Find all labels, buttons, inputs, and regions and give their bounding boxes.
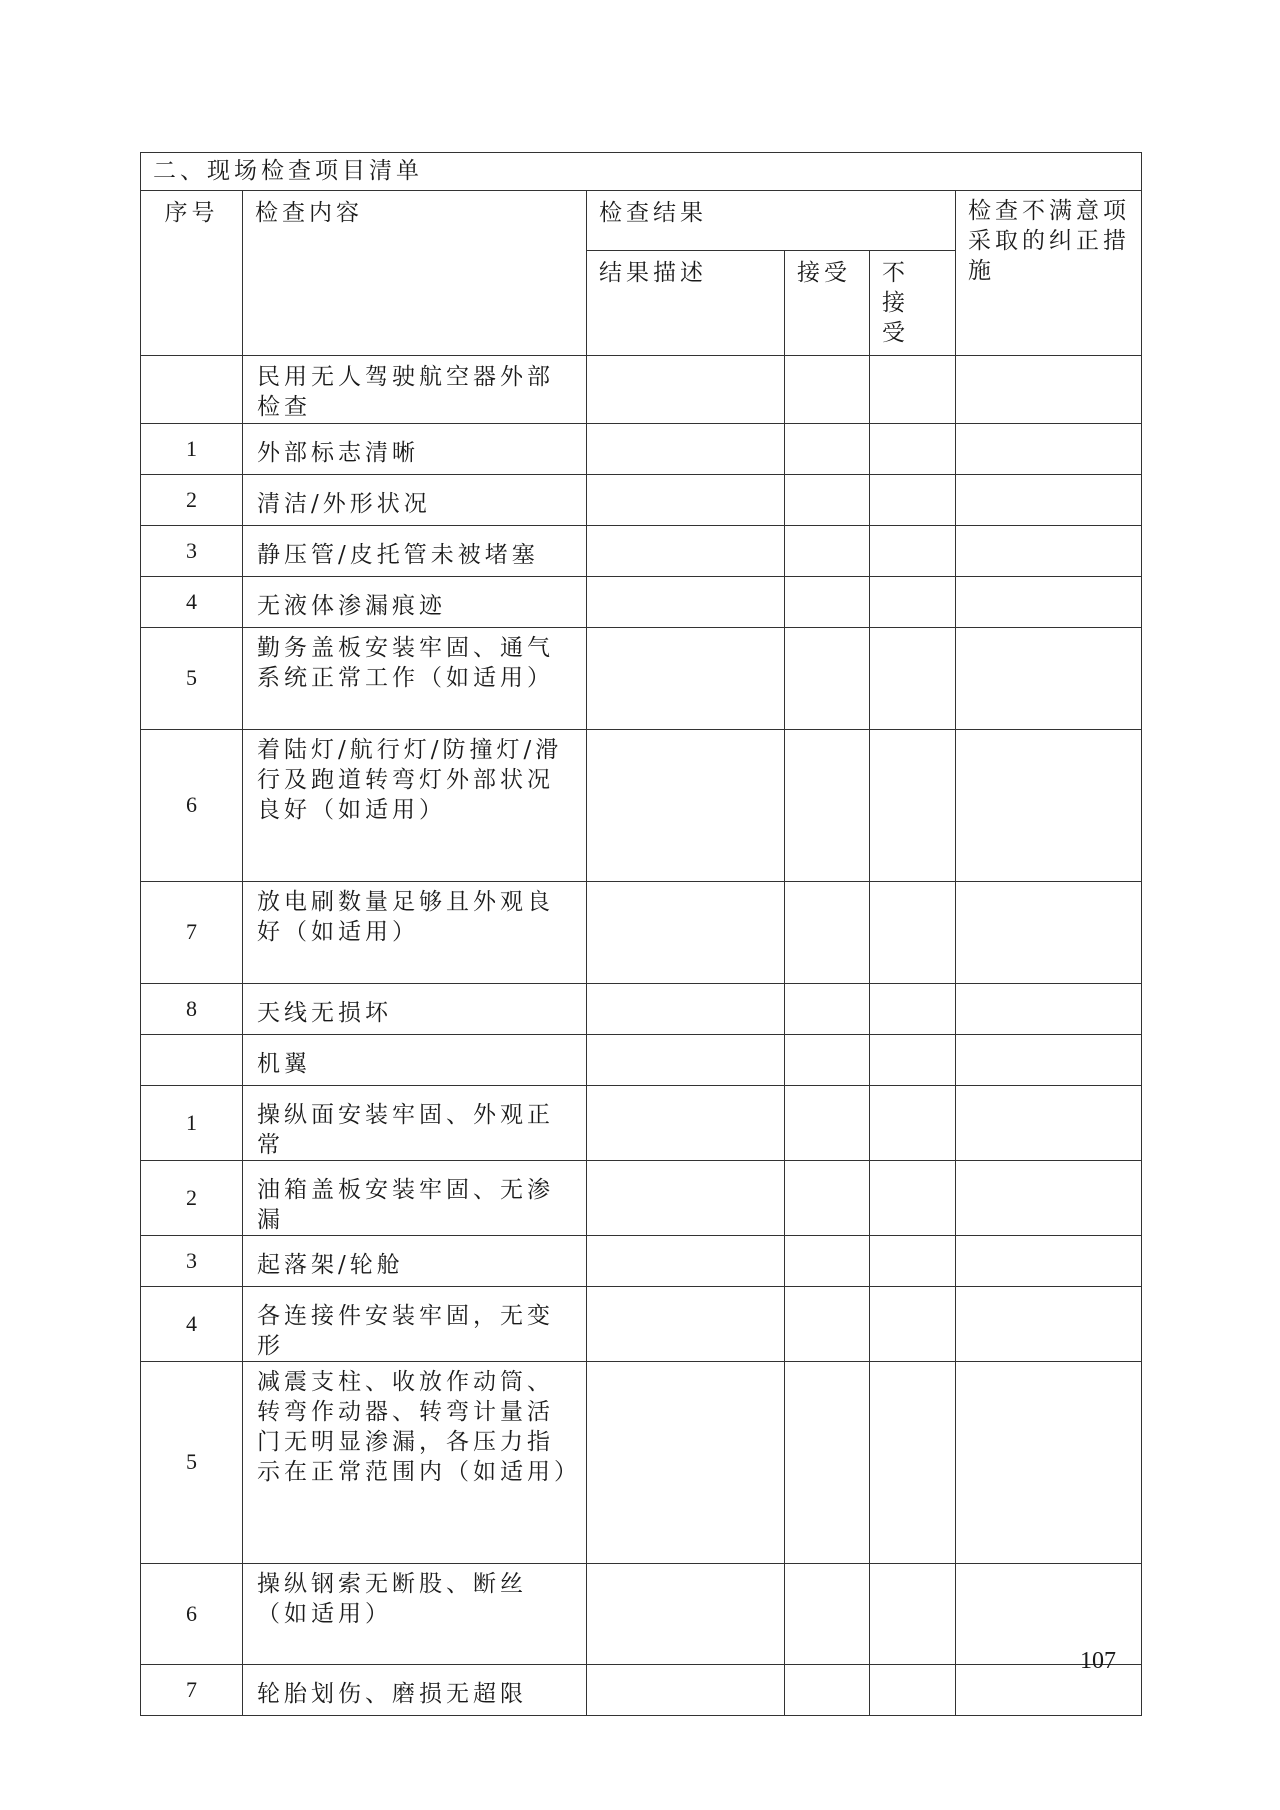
table-row	[141, 628, 1142, 730]
row-content: 无液体渗漏痕迹	[243, 577, 587, 628]
table-row	[141, 1564, 1142, 1665]
row-seq: 7	[141, 882, 243, 984]
accept-cell[interactable]	[785, 1086, 870, 1161]
row-seq: 6	[141, 1564, 243, 1665]
row-seq: 5	[141, 1362, 243, 1564]
table-row	[141, 1236, 1142, 1287]
result-desc-cell[interactable]	[587, 356, 785, 424]
reject-cell[interactable]	[870, 882, 956, 984]
reject-cell[interactable]	[870, 1362, 956, 1564]
reject-cell[interactable]	[870, 730, 956, 882]
corrective-cell[interactable]	[956, 1236, 1142, 1287]
reject-cell[interactable]	[870, 1161, 956, 1236]
header-seq: 序号	[141, 191, 243, 356]
reject-cell[interactable]	[870, 1665, 956, 1716]
row-seq: 3	[141, 1236, 243, 1287]
result-desc-cell[interactable]	[587, 475, 785, 526]
row-content: 天线无损坏	[243, 984, 587, 1035]
corrective-cell[interactable]	[956, 628, 1142, 730]
result-desc-cell[interactable]	[587, 1362, 785, 1564]
row-content: 放电刷数量足够且外观良好（如适用）	[243, 882, 587, 984]
result-desc-cell[interactable]	[587, 984, 785, 1035]
row-content: 着陆灯/航行灯/防撞灯/滑行及跑道转弯灯外部状况良好（如适用）	[243, 730, 587, 882]
table-row	[141, 1287, 1142, 1362]
corrective-cell[interactable]	[956, 984, 1142, 1035]
accept-cell[interactable]	[785, 356, 870, 424]
table-row	[141, 730, 1142, 882]
table-row	[141, 424, 1142, 475]
table-row	[141, 577, 1142, 628]
result-desc-cell[interactable]	[587, 1564, 785, 1665]
accept-cell[interactable]	[785, 882, 870, 984]
reject-cell[interactable]	[870, 984, 956, 1035]
row-content: 操纵面安装牢固、外观正常	[243, 1086, 587, 1161]
corrective-cell[interactable]	[956, 1362, 1142, 1564]
page-number: 107	[1080, 1648, 1116, 1674]
section-title: 二、现场检查项目清单	[141, 153, 1142, 191]
row-seq: 5	[141, 628, 243, 730]
result-desc-cell[interactable]	[587, 1287, 785, 1362]
accept-cell[interactable]	[785, 1161, 870, 1236]
corrective-cell[interactable]	[956, 1035, 1142, 1086]
corrective-cell[interactable]	[956, 730, 1142, 882]
corrective-cell[interactable]	[956, 577, 1142, 628]
row-content: 轮胎划伤、磨损无超限	[243, 1665, 587, 1716]
row-content: 民用无人驾驶航空器外部检查	[243, 356, 587, 424]
table-row	[141, 356, 1142, 424]
accept-cell[interactable]	[785, 424, 870, 475]
accept-cell[interactable]	[785, 577, 870, 628]
accept-cell[interactable]	[785, 475, 870, 526]
header-result: 检查结果	[587, 191, 956, 251]
row-seq: 1	[141, 1086, 243, 1161]
row-seq: 6	[141, 730, 243, 882]
reject-cell[interactable]	[870, 1086, 956, 1161]
result-desc-cell[interactable]	[587, 526, 785, 577]
accept-cell[interactable]	[785, 984, 870, 1035]
accept-cell[interactable]	[785, 628, 870, 730]
row-seq: 7	[141, 1665, 243, 1716]
header-content: 检查内容	[243, 191, 587, 356]
reject-cell[interactable]	[870, 356, 956, 424]
row-content: 静压管/皮托管未被堵塞	[243, 526, 587, 577]
row-content: 机翼	[243, 1035, 587, 1086]
corrective-cell[interactable]	[956, 475, 1142, 526]
row-content: 油箱盖板安装牢固、无渗漏	[243, 1161, 587, 1236]
table-row	[141, 882, 1142, 984]
row-content: 清洁/外形状况	[243, 475, 587, 526]
corrective-cell[interactable]	[956, 882, 1142, 984]
accept-cell[interactable]	[785, 1287, 870, 1362]
row-seq: 2	[141, 1161, 243, 1236]
corrective-cell[interactable]	[956, 1086, 1142, 1161]
row-seq: 4	[141, 1287, 243, 1362]
table-row	[141, 475, 1142, 526]
result-desc-cell[interactable]	[587, 730, 785, 882]
reject-cell[interactable]	[870, 1035, 956, 1086]
table-row	[141, 1035, 1142, 1086]
result-desc-cell[interactable]	[587, 1236, 785, 1287]
table-row	[141, 984, 1142, 1035]
header-reject: 不 接 受	[870, 251, 956, 356]
row-content: 勤务盖板安装牢固、通气系统正常工作（如适用）	[243, 628, 587, 730]
row-content: 外部标志清晰	[243, 424, 587, 475]
row-seq: 2	[141, 475, 243, 526]
corrective-cell[interactable]	[956, 526, 1142, 577]
row-seq: 8	[141, 984, 243, 1035]
accept-cell[interactable]	[785, 1035, 870, 1086]
row-content: 操纵钢索无断股、断丝（如适用）	[243, 1564, 587, 1665]
reject-cell[interactable]	[870, 628, 956, 730]
row-seq: 4	[141, 577, 243, 628]
result-desc-cell[interactable]	[587, 577, 785, 628]
accept-cell[interactable]	[785, 1236, 870, 1287]
result-desc-cell[interactable]	[587, 1086, 785, 1161]
result-desc-cell[interactable]	[587, 424, 785, 475]
header-corrective: 检查不满意项采取的纠正措施	[956, 191, 1142, 356]
corrective-cell[interactable]	[956, 1287, 1142, 1362]
result-desc-cell[interactable]	[587, 1035, 785, 1086]
accept-cell[interactable]	[785, 730, 870, 882]
row-content: 减震支柱、收放作动筒、转弯作动器、转弯计量活门无明显渗漏，各压力指示在正常范围内（如适用）	[243, 1362, 587, 1564]
accept-cell[interactable]	[785, 1665, 870, 1716]
table-row	[141, 1665, 1142, 1716]
reject-cell[interactable]	[870, 424, 956, 475]
accept-cell[interactable]	[785, 1564, 870, 1665]
result-desc-cell[interactable]	[587, 882, 785, 984]
reject-cell[interactable]	[870, 526, 956, 577]
table-row	[141, 1086, 1142, 1161]
corrective-cell[interactable]	[956, 1161, 1142, 1236]
row-seq	[141, 356, 243, 424]
result-desc-cell[interactable]	[587, 1665, 785, 1716]
corrective-cell[interactable]	[956, 424, 1142, 475]
header-result-desc: 结果描述	[587, 251, 785, 356]
row-content: 起落架/轮舱	[243, 1236, 587, 1287]
row-content: 各连接件安装牢固，无变形	[243, 1287, 587, 1362]
row-seq: 3	[141, 526, 243, 577]
reject-cell[interactable]	[870, 577, 956, 628]
accept-cell[interactable]	[785, 526, 870, 577]
reject-cell[interactable]	[870, 1564, 956, 1665]
reject-cell[interactable]	[870, 475, 956, 526]
row-seq: 1	[141, 424, 243, 475]
accept-cell[interactable]	[785, 1362, 870, 1564]
inspection-table	[140, 152, 1142, 1716]
table-row	[141, 1161, 1142, 1236]
reject-cell[interactable]	[870, 1287, 956, 1362]
table-row	[141, 526, 1142, 577]
reject-cell[interactable]	[870, 1236, 956, 1287]
result-desc-cell[interactable]	[587, 1161, 785, 1236]
result-desc-cell[interactable]	[587, 628, 785, 730]
table-row	[141, 1362, 1142, 1564]
corrective-cell[interactable]	[956, 356, 1142, 424]
header-accept: 接受	[785, 251, 870, 356]
row-seq	[141, 1035, 243, 1086]
